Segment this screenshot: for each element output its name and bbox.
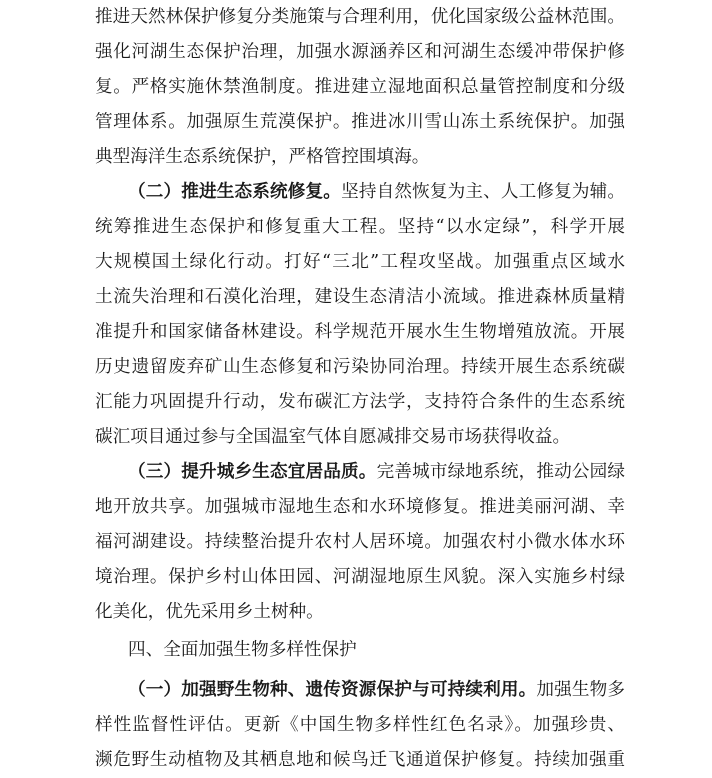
paragraph-line: 历史遗留废弃矿山生态修复和污染协同治理。持续开展生态系统碳	[95, 357, 625, 377]
paragraph-text: 完善城市绿地系统，推动公园绿	[376, 462, 625, 482]
paragraph-line: 复。严格实施休禁渔制度。推进建立湿地面积总量管控制度和分级	[95, 77, 625, 97]
paragraph-text: 坚持自然恢复为主、人工修复为辅。	[341, 182, 625, 202]
subsection-heading: （三）提升城乡生态宜居品质。	[128, 462, 377, 482]
paragraph-line: 地开放共享。加强城市湿地生态和水环境修复。推进美丽河湖、幸	[95, 497, 625, 517]
paragraph-text: 加强生物多	[536, 680, 625, 700]
subsection-first-line	[128, 676, 625, 704]
paragraph-line: 管理体系。加强原生荒漠保护。推进冰川雪山冻土系统保护。加强	[95, 112, 625, 132]
paragraph-line: 汇能力巩固提升行动，发布碳汇方法学，支持符合条件的生态系统	[95, 392, 625, 412]
paragraph-line: 濒危野生动植物及其栖息地和候鸟迁飞通道保护修复。持续加强重	[95, 750, 625, 770]
paragraph-line: 福河湖建设。持续整治提升农村人居环境。加强农村小微水体水环	[95, 532, 625, 552]
paragraph-line: 推进天然林保护修复分类施策与合理利用，优化国家级公益林范围。	[95, 7, 625, 27]
paragraph-line: 境治理。保护乡村山体田园、河湖湿地原生风貌。深入实施乡村绿	[95, 567, 625, 587]
section-title: 四、全面加强生物多样性保护	[128, 640, 357, 660]
paragraph-line: 化美化，优先采用乡土树种。	[95, 602, 324, 622]
subsection-heading: （二）推进生态系统修复。	[128, 182, 342, 202]
subsection-first-line	[128, 458, 625, 486]
paragraph-line: 典型海洋生态系统保护，严格管控围填海。	[95, 147, 430, 167]
paragraph-line: 统筹推进生态保护和修复重大工程。坚持“以水定绿”，科学开展	[95, 217, 625, 237]
subsection-first-line	[128, 178, 625, 206]
paragraph-line: 土流失治理和石漠化治理，建设生态清洁小流域。推进森林质量精	[95, 287, 625, 307]
paragraph-line: 大规模国土绿化行动。打好“三北”工程攻坚战。加强重点区域水	[95, 252, 625, 272]
paragraph-line: 准提升和国家储备林建设。科学规范开展水生生物增殖放流。开展	[95, 322, 625, 342]
paragraph-line: 强化河湖生态保护治理，加强水源涵养区和河湖生态缓冲带保护修	[95, 42, 625, 62]
paragraph-line: 样性监督性评估。更新《中国生物多样性红色名录》。加强珍贵、	[95, 715, 625, 735]
subsection-heading: （一）加强野生物种、遗传资源保护与可持续利用。	[128, 680, 537, 700]
paragraph-line: 碳汇项目通过参与全国温室气体自愿减排交易市场获得收益。	[95, 427, 571, 447]
